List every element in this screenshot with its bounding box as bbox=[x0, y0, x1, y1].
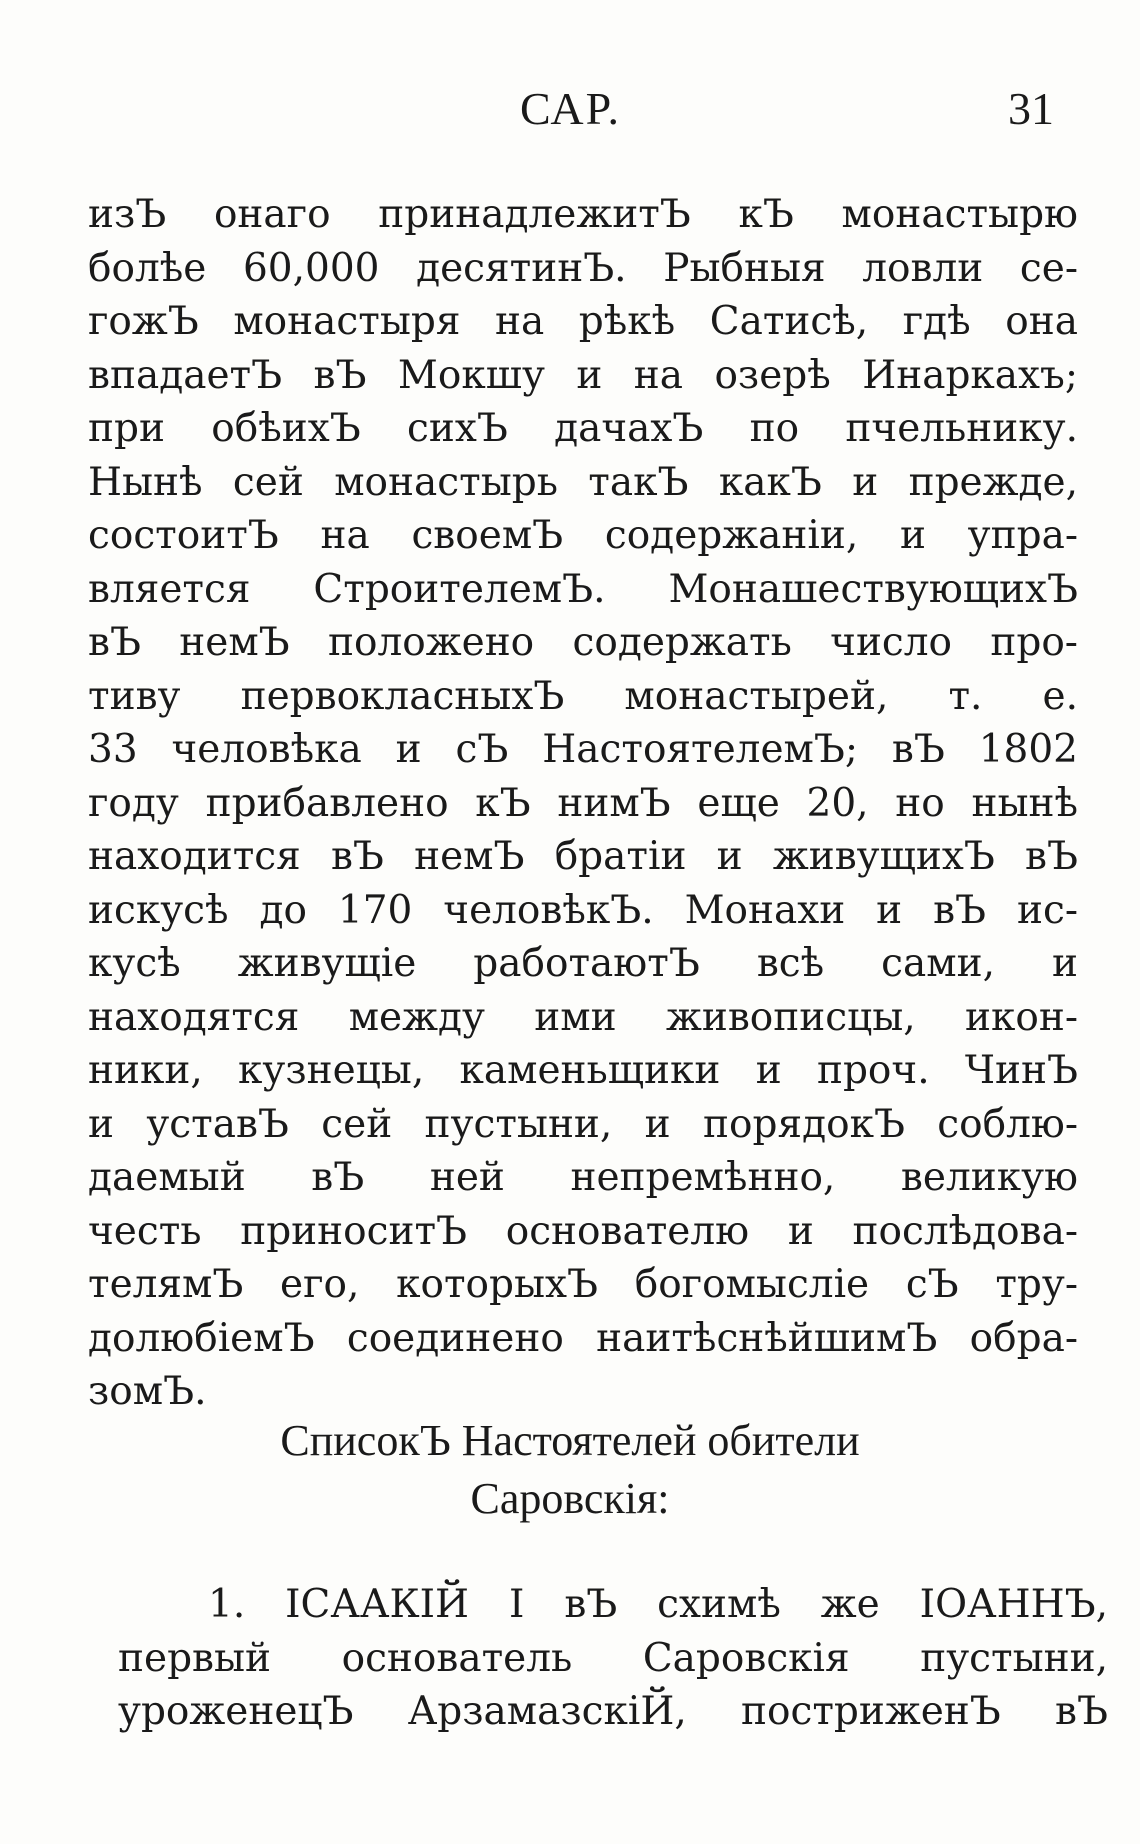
text-line: состоитЪ на своемЪ содержанiи, и упра- bbox=[88, 513, 1078, 558]
text-line: и уставЪ сей пустыни, и порядокЪ соблю- bbox=[88, 1101, 1078, 1147]
text-line: ники, кузнецы, каменьщики и проч. ЧинЪ bbox=[88, 1048, 1078, 1093]
text-line: долюбiемЪ соединено наитѣснѣйшимЪ обра- bbox=[88, 1315, 1078, 1361]
text-line: тиву первокласныхЪ монастырей, т. е. bbox=[88, 673, 1078, 719]
section-heading-line-2: Саровскiя: bbox=[470, 1474, 670, 1523]
page-number: 31 bbox=[1008, 83, 1054, 134]
text-line: гожЪ монастыря на рѣкѣ Сатисѣ, гдѣ она bbox=[88, 299, 1078, 344]
text-line: при обѣихЪ сихЪ дачахЪ по пчельнику. bbox=[88, 406, 1078, 451]
running-head: САР. bbox=[520, 83, 621, 134]
text-line: даемый вЪ ней непремѣнно, великую bbox=[88, 1155, 1078, 1200]
text-line: изЪ онаго принадлежитЪ кЪ монастырю bbox=[88, 192, 1078, 237]
text-line: вЪ немЪ положено содержать число про- bbox=[88, 620, 1078, 665]
text-line: искусѣ до 170 человѣкЪ. Монахи и вЪ ис- bbox=[88, 887, 1078, 933]
text-line: Нынѣ сей монастырь такЪ какЪ и прежде, bbox=[88, 459, 1078, 505]
list-item-line: уроженецЪ АрзамазскiЙ, постриженЪ вЪ bbox=[118, 1689, 1108, 1734]
abbots-list bbox=[118, 1578, 1108, 1739]
text-line: кусѣ живущiе работаютЪ всѣ сами, и bbox=[88, 941, 1078, 986]
text-line: зомЪ. bbox=[88, 1369, 207, 1414]
text-line: телямЪ его, которыхЪ богомыслiе сЪ тру- bbox=[88, 1262, 1078, 1307]
list-item-line: первый основатель Саровскiя пустыни, bbox=[118, 1635, 1108, 1681]
page-header bbox=[0, 82, 1140, 142]
section-heading-line-1: СписокЪ Настоятелей обители bbox=[280, 1416, 860, 1465]
text-line: году прибавлено кЪ нимЪ еще 20, но нынѣ bbox=[88, 780, 1078, 826]
text-line: находятся между ими живописцы, икон- bbox=[88, 994, 1078, 1040]
list-item-line: 1. IСААКIЙ I вЪ схимѣ же IОАННЪ, bbox=[208, 1582, 1108, 1627]
text-line: 33 человѣка и сЪ НастоятелемЪ; вЪ 1802 bbox=[88, 727, 1078, 772]
text-line: впадаетЪ вЪ Мокшу и на озерѣ Инаркахъ; bbox=[88, 352, 1078, 398]
text-line: болѣе 60,000 десятинЪ. Рыбныя ловли се- bbox=[88, 245, 1078, 291]
section-heading bbox=[0, 1412, 1140, 1528]
text-line: находится вЪ немЪ братiи и живущихЪ вЪ bbox=[88, 834, 1078, 879]
text-line: вляется СтроителемЪ. МонашествующихЪ bbox=[88, 566, 1078, 612]
text-line: честь приноситЪ основателю и послѣдова- bbox=[88, 1208, 1078, 1254]
body-paragraph bbox=[88, 188, 1078, 1419]
